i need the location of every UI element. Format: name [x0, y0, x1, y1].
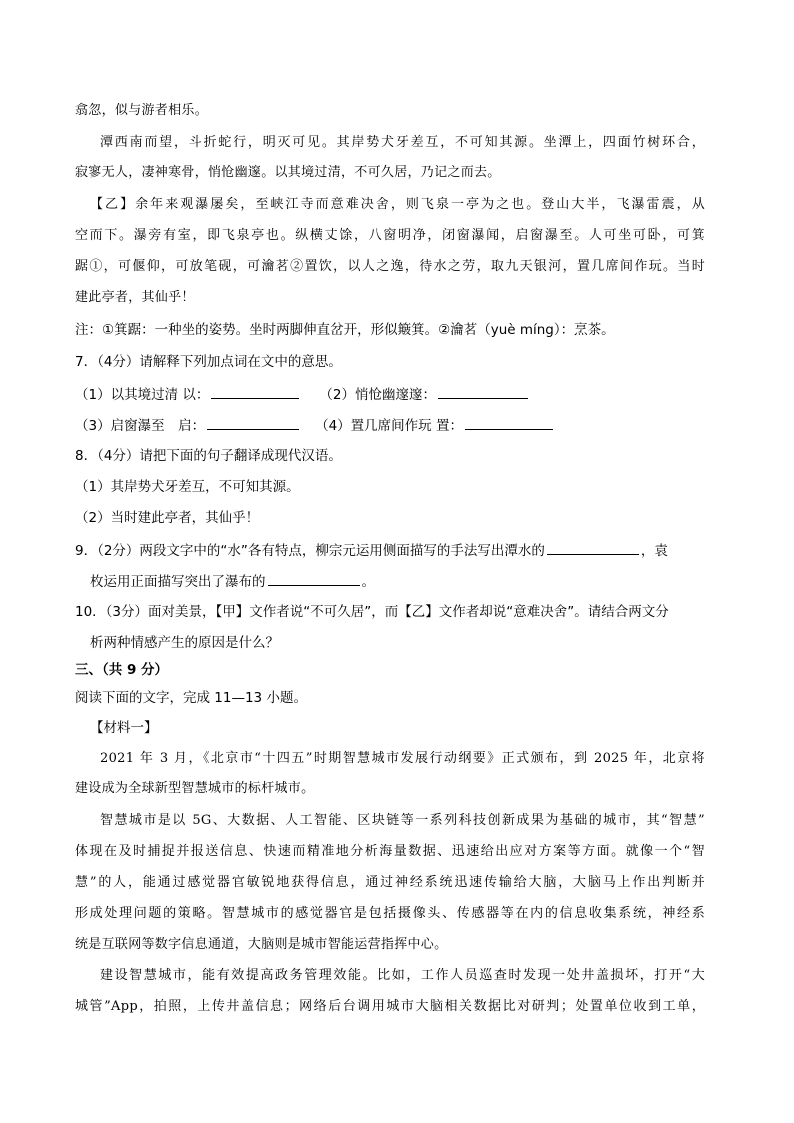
q7-item4: （4）置几席间作玩 置：: [315, 418, 463, 434]
q7-item3: （3）启窗瀑至 启：: [75, 418, 206, 434]
passage-yi-line3: 踞①，可偃仰，可放笔砚，可瀹茗②置饮，以人之逸，待水之劳，取九天银河，置几席间作玩。当时: [75, 259, 705, 274]
passage-yi-line1: 【乙】余年来观瀑屡矣，至峡江寺而意难决舍，则飞泉一亭为之也。登山大半，飞瀑雷震，从: [90, 197, 705, 212]
q7-row2: [75, 415, 705, 435]
q10-line2: 析两种情感产生的原因是什么？: [90, 635, 279, 651]
passage-note: 注：①箕踞：一种坐的姿势。坐时两脚伸直岔开，形似簸箕。②瀹茗（yuè míng）：烹茶。: [75, 322, 615, 338]
q7-item1: （1）以其境过清 以：: [75, 387, 210, 403]
q7-row1: [75, 384, 705, 404]
material1-p2-line5: 统是互联网等数字信息通道，大脑则是城市智能运营指挥中心。: [75, 937, 448, 952]
q7-answer2-blank[interactable]: [438, 384, 528, 399]
passage-jia-p2-line1: 潭西南而望，斗折蛇行，明灭可见。其岸势犬牙差互，不可知其源。坐潭上，四面竹树环合，: [100, 135, 705, 150]
q9-line1-text: 9．（2分）两段文字中的“水”各有特点，柳宗元运用侧面描写的手法写出潭水的: [75, 543, 545, 559]
q9-answer1-blank[interactable]: [547, 540, 639, 555]
q9-line2: [90, 571, 705, 591]
material1-p3-line1: 建设智慧城市，能有效提高政务管理效能。比如，工作人员巡查时发现一处井盖损坏，打开“大: [100, 968, 705, 983]
q9-line2-text: 枚运用正面描写突出了瀑布的: [90, 574, 266, 590]
q9-line1-tail: ，袁: [640, 543, 668, 559]
passage-yi-line4: 建此亭者，其仙乎！: [75, 290, 195, 305]
passage-yi-line2: 空而下。瀑旁有室，即飞泉亭也。纵横丈馀，八窗明净，闭窗瀑闻，启窗瀑至。人可坐可卧，可箕: [75, 228, 705, 243]
q7-answer1-blank[interactable]: [211, 384, 299, 399]
passage-jia-p1-end: 翕忽，似与游者相乐。: [75, 103, 209, 118]
q8-sentence2: （2）当时建此亭者，其仙乎！: [75, 510, 260, 526]
section3-instruction: 阅读下面的文字，完成 11—13 小题。: [75, 690, 307, 706]
q8-stem: 8．（4分）请把下面的句子翻译成现代汉语。: [75, 448, 342, 464]
q7-answer3-blank[interactable]: [207, 415, 299, 430]
q10-line1: 10．（3分）面对美景，【甲】文作者说“不可久居”，而【乙】文作者却说“意难决舍”。请结合两文分: [75, 604, 669, 620]
passage-jia-p2-line2: 寂寥无人，凄神寒骨，悄怆幽邃。以其境过清，不可久居，乃记之而去。: [75, 165, 501, 180]
q9-line1: [75, 540, 705, 560]
material1-p2-line1: 智慧城市是以 5G、大数据、人工智能、区块链等一系列科技创新成果为基础的城市，其“智慧”: [100, 813, 705, 828]
material1-p1-line1: 2021 年 3 月，《北京市“十四五”时期智慧城市发展行动纲要》正式颁布，到 2025 年，北京将: [100, 751, 705, 766]
section3-heading: 三、（共 9 分）: [75, 662, 169, 678]
q9-line2-tail: 。: [361, 574, 375, 590]
q9-answer2-blank[interactable]: [268, 571, 360, 586]
material1-p2-line4: 形成处理问题的策略。智慧城市的感觉器官是包括摄像头、传感器等在内的信息收集系统，神经系: [75, 906, 705, 921]
q8-sentence1: （1）其岸势犬牙差互，不可知其源。: [75, 479, 300, 495]
material1-p2-line2: 体现在及时捕捉并报送信息、快速而精准地分析海量数据、迅速给出应对方案等方面。就像一个“智: [75, 844, 705, 859]
q7-item2: （2）悄怆幽邃邃：: [319, 387, 436, 403]
material1-p2-line3: 慧”的人，能通过感觉器官敏锐地获得信息，通过神经系统迅速传输给大脑，大脑马上作出判断并: [75, 875, 705, 890]
material1-p3-line2: 城管”App，拍照，上传井盖信息；网络后台调用城市大脑相关数据比对研判；处置单位收到工单，: [75, 999, 705, 1014]
material1-p1-line2: 建设成为全球新型智慧城市的标杆城市。: [75, 781, 315, 796]
material1-label: 【材料一】: [90, 720, 158, 736]
q7-answer4-blank[interactable]: [465, 415, 553, 430]
q7-stem: 7．（4分）请解释下列加点词在文中的意思。: [75, 354, 342, 370]
